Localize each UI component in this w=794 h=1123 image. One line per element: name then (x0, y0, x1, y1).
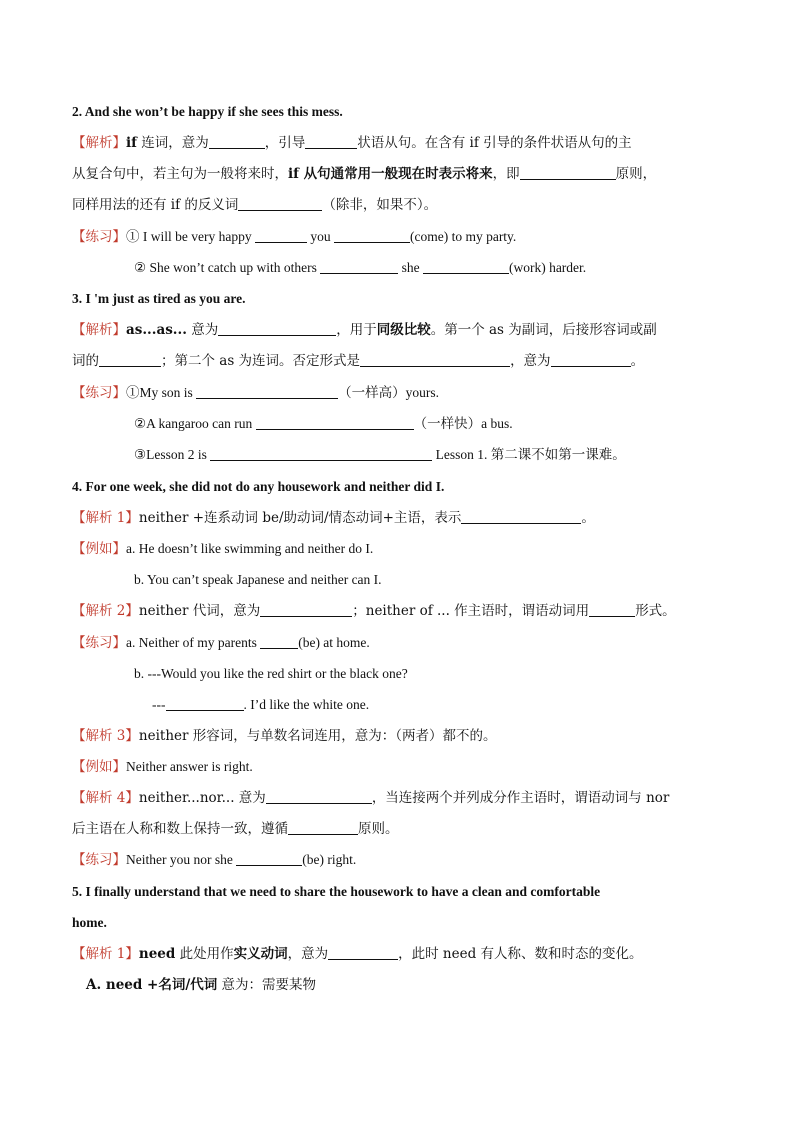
fill-blank[interactable] (260, 603, 352, 617)
analysis-tag: 【解析 2】 (72, 603, 139, 619)
q4-analysis-4: 【解析 4】neither...nor... 意为 ，当连接两个并列成分作主语时，谓语动词与 nor (72, 790, 670, 806)
fill-blank[interactable] (305, 135, 357, 149)
q4-title: 4. For one week, she did not do any housework and neither did I. (72, 479, 445, 494)
q3-title: 3. I 'm just as tired as you are. (72, 291, 246, 306)
fill-blank[interactable] (236, 852, 302, 866)
fill-blank[interactable] (99, 353, 161, 367)
practice-tag: 【练习】 (72, 635, 126, 650)
q4-example-2: b. You can’t speak Japanese and neither can I. (134, 572, 382, 587)
q4-analysis-1: 【解析 1】neither +连系动词 be/助动词/情态动词+主语，表示 。 (72, 510, 595, 526)
q3-practice-1: 【练习】①My son is （一样高）yours. (72, 385, 440, 400)
q4-example-1: 【例如】a. He doesn’t like swimming and neither do I. (72, 541, 374, 556)
fill-blank[interactable] (255, 229, 307, 243)
q3-practice-3: ③Lesson 2 is Lesson 1. 第二课不如第一课难。 (134, 447, 626, 462)
q5-sub-a: A. need +名词/代词 意为：需要某物 (86, 977, 317, 993)
practice-tag: 【练习】 (72, 852, 126, 867)
practice-tag: 【练习】 (72, 229, 126, 244)
analysis-tag: 【解析 1】 (72, 946, 139, 962)
q4-analysis-3: 【解析 3】neither 形容词，与单数名词连用，意为：（两者）都不的。 (72, 728, 497, 744)
fill-blank[interactable] (210, 447, 432, 461)
fill-blank[interactable] (266, 790, 372, 804)
fill-blank[interactable] (360, 353, 510, 367)
q3-analysis-line1: 【解析】as...as... 意为 ，用于同级比较。第一个 as 为副词，后接形容词或副 (72, 322, 657, 338)
fill-blank[interactable] (551, 353, 631, 367)
analysis-tag: 【解析 4】 (72, 790, 139, 806)
q4-practice-2: b. ---Would you like the red shirt or the black one? (134, 666, 408, 681)
q2-title: 2. And she won’t be happy if she sees this mess. (72, 104, 343, 119)
practice-tag: 【练习】 (72, 385, 126, 400)
q2-practice-1: 【练习】① I will be very happy you (come) to my party. (72, 229, 517, 244)
fill-blank[interactable] (423, 260, 509, 274)
fill-blank[interactable] (196, 385, 338, 399)
fill-blank[interactable] (461, 510, 581, 524)
analysis-tag: 【解析】 (72, 322, 126, 338)
fill-blank[interactable] (209, 135, 265, 149)
q2-analysis-line2: 从复合句中，若主句为一般将来时，if 从句通常用一般现在时表示将来，即 原则， (72, 166, 657, 182)
q4-practice-3: --- . I’d like the white one. (152, 697, 370, 712)
q4-practice-4: 【练习】Neither you nor she (be) right. (72, 852, 357, 867)
q3-analysis-line2: 词的 ；第二个 as 为连词。否定形式是 ，意为 。 (72, 353, 645, 369)
q2-practice-2: ② She won’t catch up with others she (work) harder. (134, 260, 587, 275)
analysis-tag: 【解析】 (72, 135, 126, 151)
fill-blank[interactable] (589, 603, 635, 617)
analysis-tag: 【解析 1】 (72, 510, 139, 526)
fill-blank[interactable] (328, 946, 398, 960)
fill-blank[interactable] (238, 197, 322, 211)
fill-blank[interactable] (334, 229, 410, 243)
example-tag: 【例如】 (72, 541, 126, 556)
q4-analysis-2: 【解析 2】neither 代词，意为 ；neither of ... 作主语时，谓语动词用 形式。 (72, 603, 676, 619)
q5-analysis-1: 【解析 1】need 此处用作实义动词，意为 ，此时 need 有人称、数和时态的变化。 (72, 946, 643, 962)
q2-analysis-line3: 同样用法的还有 if 的反义词 （除非，如果不）。 (72, 197, 438, 213)
q4-practice-1: 【练习】a. Neither of my parents (be) at home. (72, 635, 370, 650)
q5-title-line1: 5. I finally understand that we need to share the housework to have a clean and comfortable (72, 884, 601, 899)
q4-example-3: 【例如】Neither answer is right. (72, 759, 253, 774)
q3-practice-2: ②A kangaroo can run （一样快）a bus. (134, 416, 513, 431)
q4-analysis-4-cont: 后主语在人称和数上保持一致，遵循 原则。 (72, 821, 399, 837)
q5-title-line2: home. (72, 915, 107, 930)
fill-blank[interactable] (520, 166, 616, 180)
fill-blank[interactable] (288, 821, 358, 835)
fill-blank[interactable] (320, 260, 398, 274)
fill-blank[interactable] (260, 635, 298, 649)
example-tag: 【例如】 (72, 759, 126, 774)
fill-blank[interactable] (218, 322, 336, 336)
fill-blank[interactable] (166, 697, 244, 711)
q2-analysis-line1: 【解析】if 连词，意为 ，引导 状语从句。在含有 if 引导的条件状语从句的主 (72, 135, 632, 151)
analysis-tag: 【解析 3】 (72, 728, 139, 744)
fill-blank[interactable] (256, 416, 414, 430)
